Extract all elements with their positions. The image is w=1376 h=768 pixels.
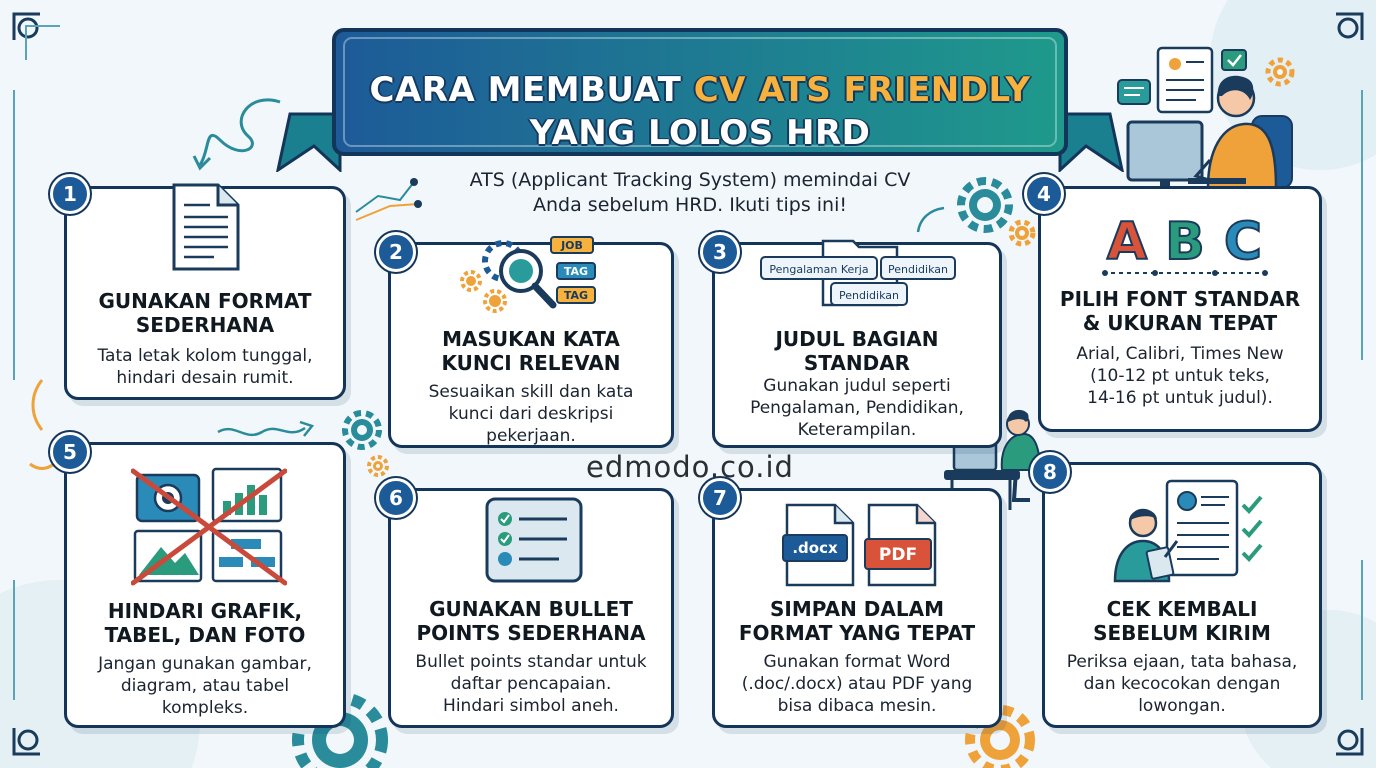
tip-desc: Jangan gunakan gambar, diagram, atau tabel kompleks. bbox=[98, 654, 312, 718]
docx-label: .docx bbox=[792, 539, 838, 557]
tip-card-3 bbox=[712, 242, 1002, 448]
tip-title: PILIH FONT STANDAR & UKURAN TEPAT bbox=[1059, 287, 1301, 335]
file-format-icon bbox=[779, 501, 943, 591]
tip-card-2 bbox=[388, 239, 674, 448]
tip-desc: Sesuaikan skill dan kata kunci dari deskripsi pekerjaan. bbox=[428, 382, 634, 446]
tip-desc: Bullet points standar untuk daftar pencapaian. Hindari simbol aneh. bbox=[415, 652, 647, 716]
tip-number-badge: 8 bbox=[1030, 452, 1070, 492]
letter-c: C bbox=[1223, 212, 1263, 272]
document-icon bbox=[168, 181, 244, 273]
section-labels-icon bbox=[757, 235, 961, 313]
title-banner bbox=[270, 22, 1130, 172]
tip-number-badge: 2 bbox=[376, 232, 416, 272]
tip-desc: Tata letak kolom tunggal, hindari desain rumit. bbox=[97, 346, 313, 388]
abc-font-icon bbox=[1097, 203, 1273, 283]
title-accent: CV ATS FRIENDLY bbox=[693, 70, 1031, 110]
tip-card-6 bbox=[388, 488, 674, 728]
checklist-icon bbox=[483, 495, 585, 585]
tip-number-badge: 6 bbox=[376, 478, 416, 518]
keyword-search-icon bbox=[453, 231, 603, 315]
tip-card-5 bbox=[64, 442, 346, 728]
tip-desc: Gunakan format Word (.doc/.docx) atau PDF yang bisa dibaca mesin. bbox=[741, 652, 973, 716]
tip-title: SIMPAN DALAM FORMAT YANG TEPAT bbox=[738, 597, 976, 645]
tip-desc: Gunakan judul seperti Pengalaman, Pendidikan, Keterampilan. bbox=[750, 376, 964, 440]
tip-number-badge: 5 bbox=[50, 432, 90, 472]
watermark: edmodo.co.id bbox=[586, 450, 794, 484]
section-label: Pendidikan bbox=[839, 289, 899, 302]
tip-number-badge: 4 bbox=[1024, 174, 1064, 214]
tip-number-badge: 3 bbox=[700, 232, 740, 272]
section-label: Pendidikan bbox=[888, 263, 948, 276]
tip-title: GUNAKAN BULLET POINTS SEDERHANA bbox=[416, 597, 646, 645]
tip-desc: Periksa ejaan, tata bahasa, dan kecocokan dengan lowongan. bbox=[1066, 652, 1298, 716]
page-title-line1 bbox=[270, 70, 1130, 110]
intro-text: ATS (Applicant Tracking System) memindai CV Anda sebelum HRD. Ikuti tips ini! bbox=[469, 169, 911, 216]
review-person-icon bbox=[1109, 477, 1269, 585]
tag-label: JOB bbox=[561, 239, 583, 252]
section-label: Pengalaman Kerja bbox=[769, 263, 869, 276]
tip-card-1 bbox=[64, 186, 346, 400]
title-part1: CARA MEMBUAT bbox=[369, 70, 682, 110]
tip-title: MASUKAN KATA KUNCI RELEVAN bbox=[441, 327, 621, 375]
tag-label: TAG bbox=[563, 265, 589, 278]
tip-title: JUDUL BAGIAN STANDAR bbox=[775, 327, 939, 375]
tip-card-7 bbox=[712, 488, 1002, 728]
pdf-label: PDF bbox=[878, 545, 918, 565]
crossed-media-icon bbox=[131, 465, 287, 587]
tip-number-badge: 1 bbox=[50, 174, 90, 214]
page-title-line2: YANG LOLOS HRD bbox=[529, 113, 871, 153]
tip-card-4 bbox=[1038, 186, 1322, 432]
tip-card-8 bbox=[1042, 462, 1322, 728]
tip-title: GUNAKAN FORMAT SEDERHANA bbox=[98, 289, 312, 337]
tag-label: TAG bbox=[563, 289, 589, 302]
tip-desc: Arial, Calibri, Times New (10-12 pt untuk teks, 14-16 pt untuk judul). bbox=[1076, 344, 1284, 408]
letter-a: A bbox=[1106, 212, 1148, 272]
tip-number-badge: 7 bbox=[700, 478, 740, 518]
tip-title: HINDARI GRAFIK, TABEL, DAN FOTO bbox=[104, 599, 306, 647]
tip-title: CEK KEMBALI SEBELUM KIRIM bbox=[1093, 597, 1271, 645]
letter-b: B bbox=[1165, 212, 1205, 272]
